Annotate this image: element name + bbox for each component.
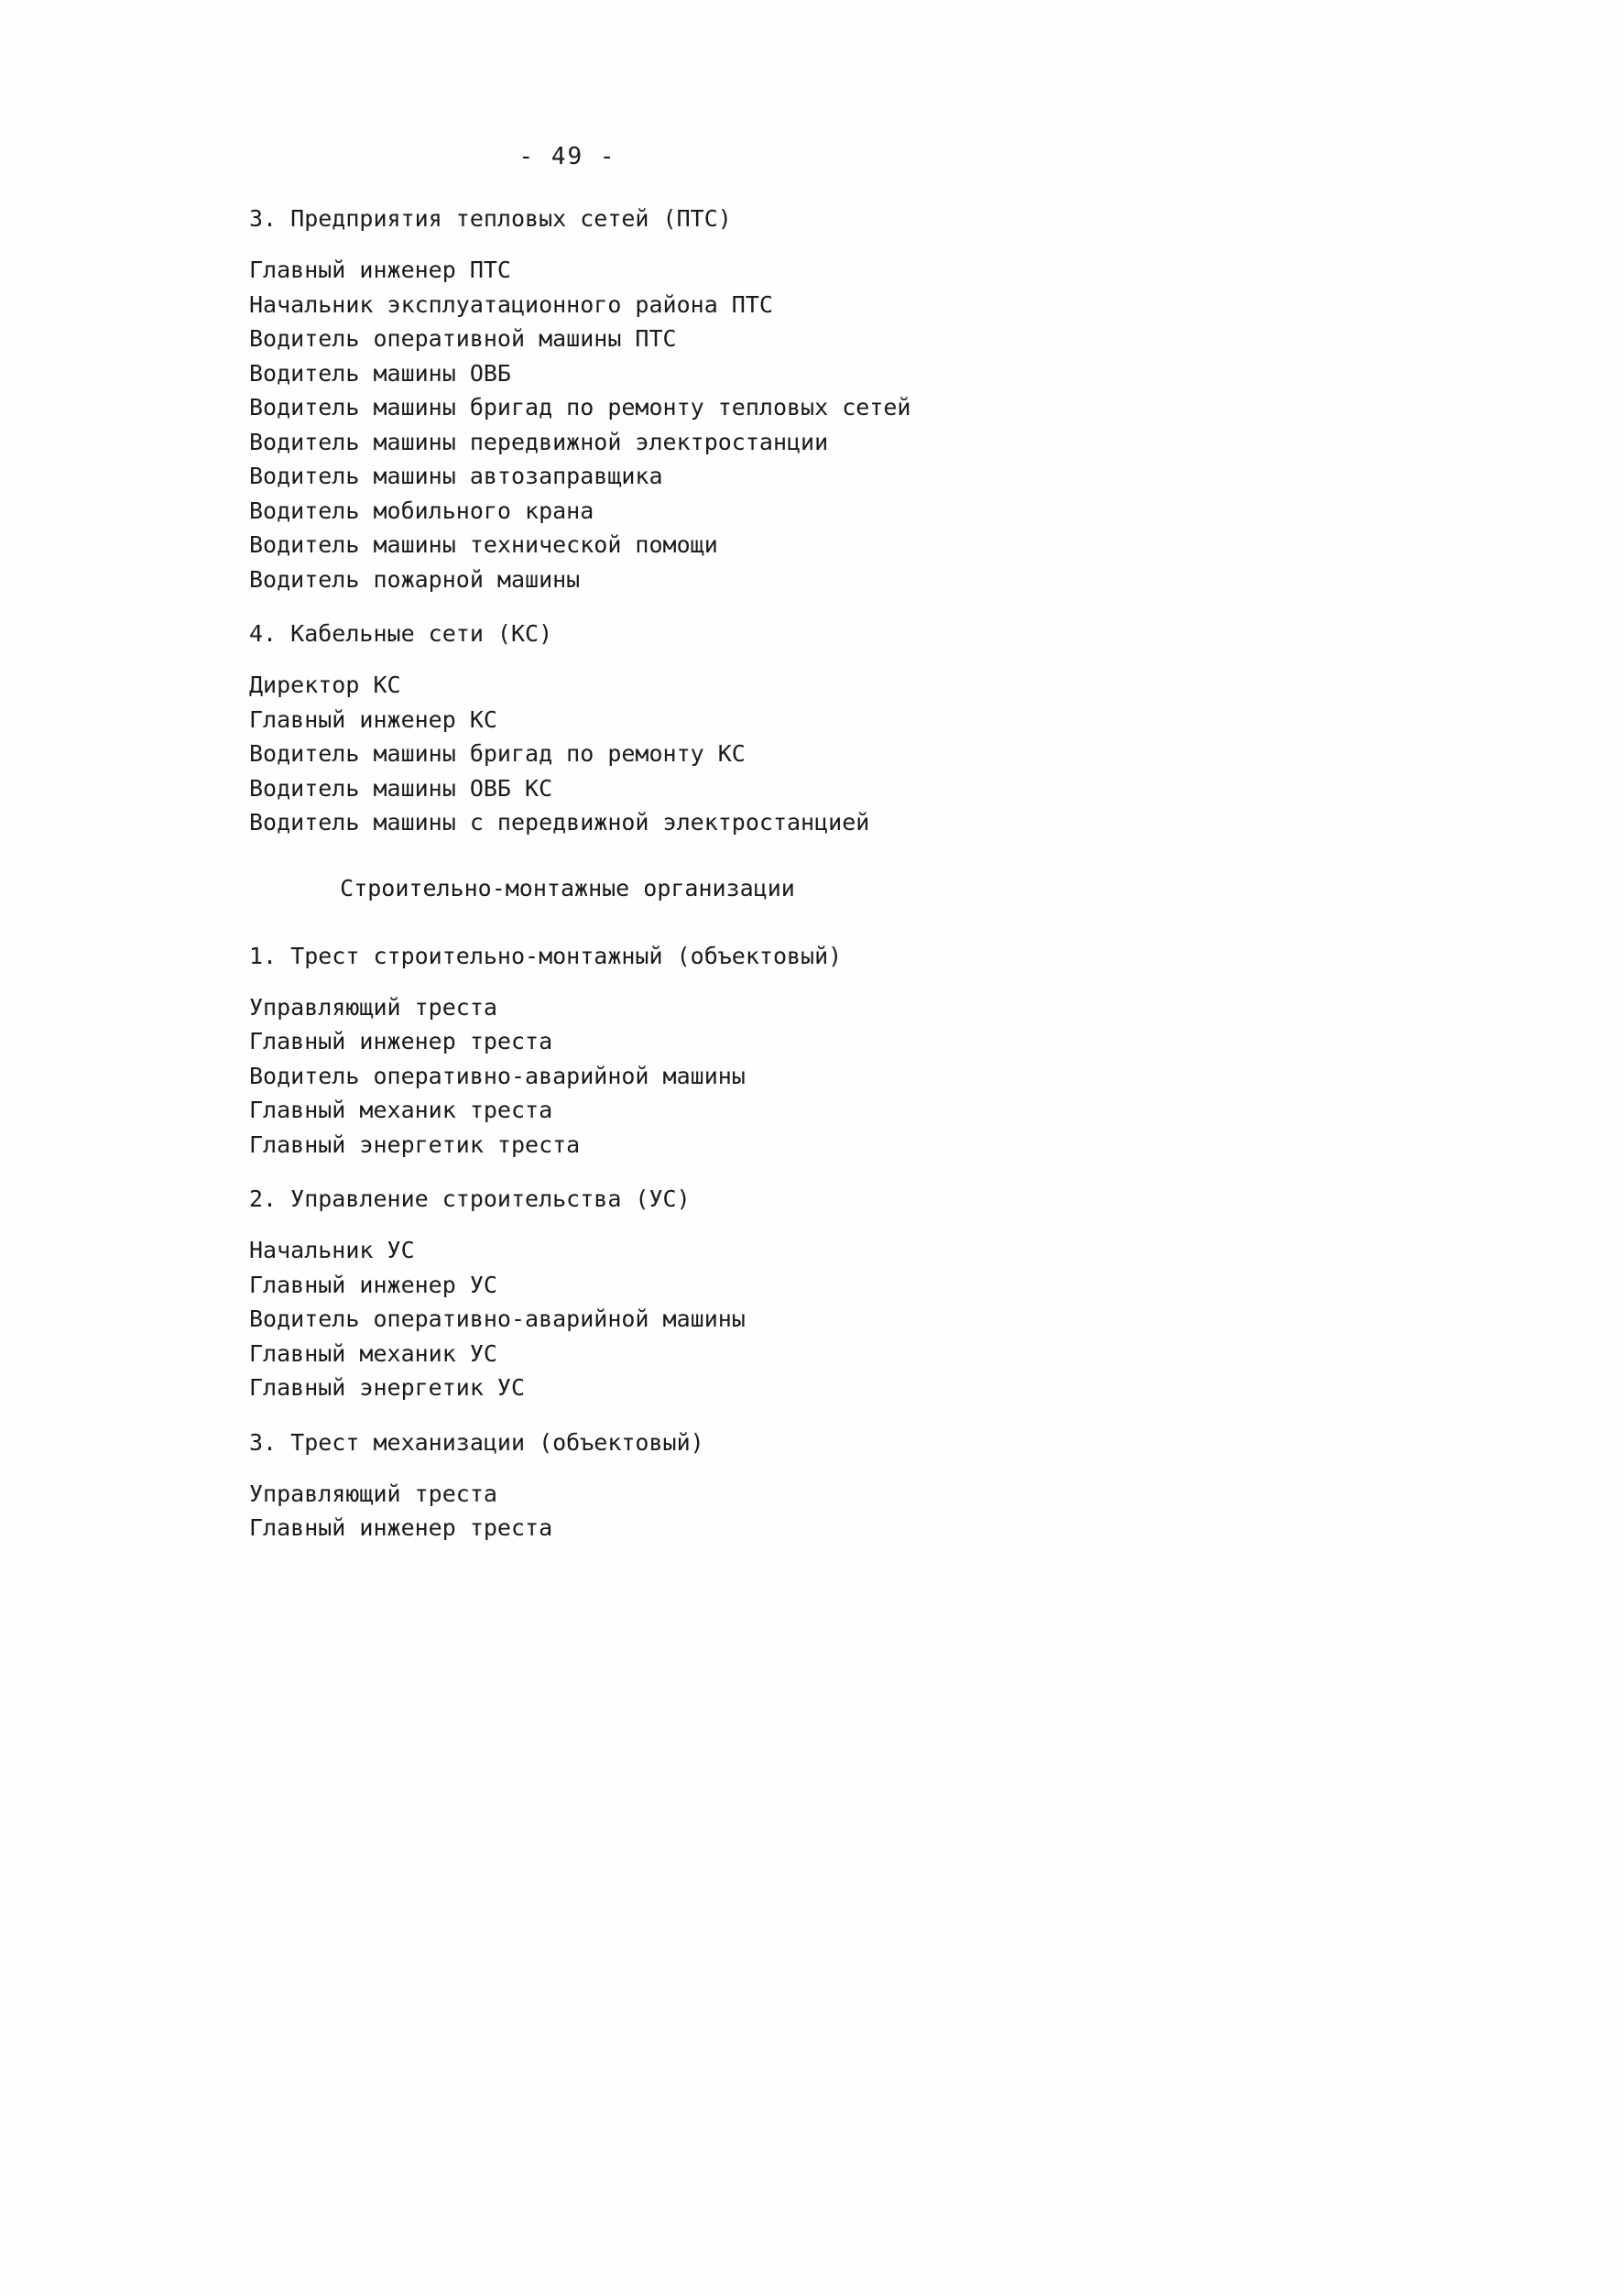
section-heading: 3. Трест механизации (объектовый) [249,1428,704,1456]
document-content [249,139,911,1564]
center-heading: Строительно-монтажные организации [340,874,795,901]
document-line: Водитель машины бригад по ремонту КС [249,740,746,767]
section-heading: 1. Трест строительно-монтажный (объектовый) [249,942,843,969]
document-line: Водитель машины ОВБ [249,359,511,387]
document-line: Главный инженер треста [249,1028,553,1054]
line-group [249,990,886,1163]
document-line: Водитель мобильного крана [249,497,594,524]
line-group [249,668,886,840]
document-line: Главный энергетик треста [249,1131,581,1158]
document-line: Главный инженер треста [249,1514,553,1541]
document-line: Управляющий треста [249,993,497,1021]
document-line: Начальник эксплуатационного района ПТС [249,290,773,318]
section-heading: 2. Управление строительства (УС) [249,1185,691,1212]
document-line: Водитель машины передвижной электростанции [249,428,829,455]
section-heading: 3. Предприятия тепловых сетей (ПТС) [249,205,732,232]
document-line: Водитель оперативной машины ПТС [249,325,677,352]
document-line: Водитель машины технической помощи [249,531,718,558]
document-line: Главный механик УС [249,1339,497,1367]
document-line: Главный энергетик УС [249,1374,526,1401]
line-group [249,1233,886,1405]
document-line: Водитель машины автозаправщика [249,463,663,489]
document-line: Водитель пожарной машины [249,565,581,593]
page-number: - 49 - [518,143,616,170]
line-group [249,253,911,596]
document-line: Водитель машины с передвижной электростанцией [249,809,870,836]
document-line: Директор КС [249,672,401,698]
document-line: Главный механик треста [249,1097,553,1123]
document-line: Водитель оперативно-аварийной машины [249,1062,746,1089]
document-line: Водитель машины ОВБ КС [249,774,553,802]
section-heading: 4. Кабельные сети (КС) [249,620,553,647]
document-line: Главный инженер ПТС [249,257,511,283]
document-line: Управляющий треста [249,1480,497,1507]
document-line: Начальник УС [249,1237,415,1263]
document-line: Водитель машины бригад по ремонту тепловых сетей [249,394,911,421]
document-line: Главный инженер УС [249,1271,497,1298]
document-line: Главный инженер КС [249,705,497,733]
line-group [249,1477,886,1546]
document-line: Водитель оперативно-аварийной машины [249,1305,746,1332]
